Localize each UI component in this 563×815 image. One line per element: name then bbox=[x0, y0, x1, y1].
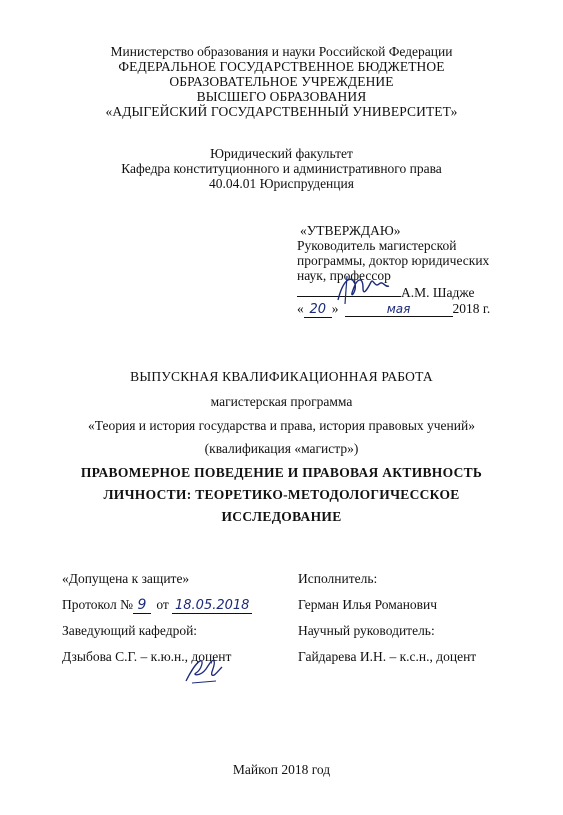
title-line-3: ИССЛЕДОВАНИЕ bbox=[221, 509, 342, 524]
approval-line-1: Руководитель магистерской bbox=[297, 238, 457, 253]
title-line-1: ПРАВОМЕРНОЕ ПОВЕДЕНИЕ И ПРАВОВАЯ АКТИВНОСТЬ bbox=[80, 465, 483, 480]
institution-line-2: ОБРАЗОВАТЕЛЬНОЕ УЧРЕЖДЕНИЕ bbox=[169, 74, 394, 89]
date-month: мая bbox=[345, 302, 453, 317]
institution-line-3: ВЫСШЕГО ОБРАЗОВАНИЯ bbox=[196, 89, 367, 104]
head-name: Дзыбова С.Г. – к.ю.н., доцент bbox=[62, 649, 232, 664]
faculty-line: Юридический факультет bbox=[210, 146, 353, 161]
qualification-block bbox=[0, 441, 563, 456]
work-type: ВЫПУСКНАЯ КВАЛИФИКАЦИОННАЯ РАБОТА bbox=[130, 369, 433, 384]
approval-line-2: программы, доктор юридических bbox=[297, 253, 490, 268]
institution-line-4: «АДЫГЕЙСКИЙ ГОСУДАРСТВЕННЫЙ УНИВЕРСИТЕТ» bbox=[105, 104, 458, 119]
qualification: (квалификация «магистр») bbox=[204, 441, 359, 456]
admitted-label: «Допущена к защите» bbox=[62, 571, 190, 586]
specialty-line: 40.04.01 Юриспруденция bbox=[209, 176, 354, 191]
work-type-block bbox=[0, 369, 563, 384]
head-label: Заведующий кафедрой: bbox=[62, 623, 198, 638]
approver-name: А.М. Шадже bbox=[401, 285, 475, 300]
protocol-from: от bbox=[156, 597, 169, 612]
head-signature-icon bbox=[182, 655, 226, 685]
header-block bbox=[0, 44, 563, 119]
ministry-line: Министерство образования и науки Российской Федерации bbox=[110, 44, 453, 59]
department-block bbox=[0, 146, 563, 191]
date-open-quote: « bbox=[297, 301, 304, 316]
program-name-block bbox=[0, 418, 563, 433]
chair-line: Кафедра конституционного и административного права bbox=[121, 161, 442, 176]
left-column bbox=[62, 571, 292, 675]
program-label: магистерская программа bbox=[210, 394, 353, 409]
place-year: Майкоп 2018 год bbox=[232, 762, 331, 777]
protocol-label: Протокол № bbox=[62, 597, 133, 612]
protocol-date: 18.05.2018 bbox=[172, 598, 252, 614]
program-label-block bbox=[0, 394, 563, 409]
protocol-line bbox=[62, 597, 292, 623]
performer-name: Герман Илья Романович bbox=[298, 597, 438, 612]
approver-signature-icon bbox=[333, 270, 393, 310]
date-close-quote: » bbox=[331, 301, 339, 316]
right-column bbox=[298, 571, 538, 675]
approval-date-line bbox=[297, 301, 527, 318]
approval-line-3: наук, профессор bbox=[297, 268, 391, 283]
date-day: 20 bbox=[304, 302, 332, 318]
program-name: «Теория и история государства и права, история правовых учений» bbox=[88, 418, 475, 433]
institution-line-1: ФЕДЕРАЛЬНОЕ ГОСУДАРСТВЕННОЕ БЮДЖЕТНОЕ bbox=[118, 59, 445, 74]
date-year: 2018 г. bbox=[452, 301, 491, 316]
supervisor-label: Научный руководитель: bbox=[298, 623, 435, 638]
performer-label: Исполнитель: bbox=[298, 571, 378, 586]
thesis-title bbox=[0, 462, 563, 528]
approval-block bbox=[297, 223, 517, 283]
supervisor-name: Гайдарева И.Н. – к.с.н., доцент bbox=[298, 649, 477, 664]
approval-heading: «УТВЕРЖДАЮ» bbox=[300, 223, 401, 238]
protocol-number: 9 bbox=[133, 598, 151, 614]
title-line-2: ЛИЧНОСТИ: ТЕОРЕТИКО-МЕТОДОЛОГИЧЕССКОЕ bbox=[103, 487, 460, 502]
